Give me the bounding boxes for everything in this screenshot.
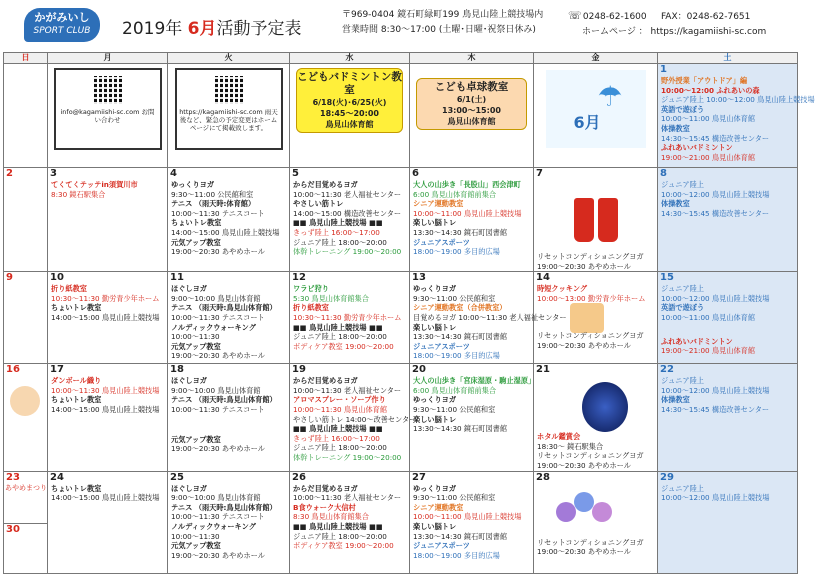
event-title: ちょいトレ教室 [51,395,102,405]
event-title: テニス （雨天時:鳥見山体育館） [171,502,277,512]
event-detail: 19:00～21:00 鳥見山体育館 [661,346,756,356]
event-title: からだ目覚めるヨガ [293,376,358,386]
event-title: 英語で遊ぼう [661,303,705,313]
event-detail: 目覚めるヨガ 10:00～11:30 老人福祉センター [413,312,567,322]
event-detail: 5:30 鳥見山体育館集合 [293,293,369,303]
event-detail: 9:00～10:00 鳥見山体育館 [171,493,261,503]
hydrangea-illustration [556,492,616,532]
day-cell-fri [534,168,658,272]
fax-number: FAX：0248-62-7651 [660,12,751,22]
event-detail: 14:00～15:00 鳥見山陸上競技場 [171,227,280,237]
callout-title: こどもバドミントン教室 [297,71,402,96]
event-detail: 14:00～15:00 構造改善センター [293,208,402,218]
event-detail: 18:30～ 鏡石駅集合 [537,441,604,451]
event-title: 大人の山歩き「長股山」西会津町 [413,180,521,189]
event-detail: 10:00～11:30 [171,531,220,541]
week-row-5 [4,471,798,573]
callout-time: 13:00～15:00 [442,106,501,115]
address-block [342,8,543,38]
day-number: 9 [6,272,13,284]
weekday-header-row [4,53,798,64]
callout-dates: 6/18(火)･6/25(火) [312,98,387,107]
day-cell-tue [168,471,290,573]
event-detail: 14:30～15:45 構造改善センター [661,208,770,218]
event-title: リセットコンディショニングヨガ [537,252,644,261]
event-title: てくてくテッテin須賀川市 [51,180,138,189]
june-illustration-cell [534,64,658,168]
day-cell-sat [658,471,798,573]
day-number: 10 [50,272,64,284]
event-detail: 10:00～11:30 テニスコート [171,312,265,322]
event-detail: 9:30～11:00 公民館和室 [413,493,496,503]
event-detail: 14:00～15:00 鳥見山陸上競技場 [51,404,160,414]
event-title: ほぐしヨガ [171,284,207,294]
day-number: 22 [660,364,674,376]
callout-place: 鳥見山体育館 [325,120,374,129]
event-title: 体操教室 [661,199,690,209]
header [0,0,800,52]
day-cell-sat [658,364,798,471]
event-title: ジュニア陸上 [661,284,704,294]
event-detail: 10:00～11:30 テニスコート [171,512,265,522]
event-detail: 10:00～12:00 鳥見山陸上競技場 [661,189,770,199]
event-title: ジュニアスポーツ [413,237,470,247]
qr-hp-text: https://kagamiishi-sc.com 雨天後など、緊急の予定変更はホームページにて掲載致します。 [179,108,278,132]
event-detail: 9:30～11:00 公民館和室 [171,189,254,199]
logo-subtext: SPORT CLUB [33,26,91,36]
day-cell-tue [168,272,290,364]
calendar-table [3,52,815,574]
event-detail: 19:00～20:30 あやめホール [171,444,265,454]
event-title: 元気アップ教室 [171,541,221,551]
event-title: ほぐしヨガ [171,376,207,386]
event-venue: ■■ 鳥見山陸上競技場 ■■ [293,322,383,332]
day-cell-sat [658,64,815,168]
day-cell-wed [290,471,410,573]
day-cell-sat [658,168,798,272]
day-number: 15 [660,272,674,284]
day-number: 28 [536,471,550,483]
event-title: リセットコンディショニングヨガ [537,537,644,547]
week-row-4 [4,364,798,471]
event-detail: 13:30～14:30 鏡石町図書館 [413,227,508,237]
pingpong-callout [416,78,527,130]
cooking-icon [570,303,604,333]
event-title: ゆっくりヨガ [413,395,457,405]
cooking-illustration [570,303,657,331]
day-number: 17 [50,364,64,376]
day-cell-sun [4,272,48,364]
event-title: 野外授業「アウトドア」編 [661,76,748,85]
day-number: 14 [536,272,550,284]
event-detail: 9:30～11:00 公民館和室 [413,404,496,414]
event-detail: 10:00～11:30 老人福祉センター [293,493,402,503]
event-title: 元気アップ教室 [171,237,221,247]
event-title: 体操教室 [661,395,690,405]
event-detail: 8:30 鳥見山体育館集合 [293,512,369,522]
day-number: 23 [6,471,20,483]
event-detail: やさしい筋トレ 14:00～改善センター [293,414,417,424]
event-title: テニス （雨天時:鳥見山体育館） [171,303,277,313]
june-rain-illustration [546,70,646,148]
event-title: ワラビ狩り [293,284,329,294]
june-label: 6月 [573,113,601,132]
event-title: ちょいトレ教室 [51,303,102,313]
event-detail: 19:00～21:00 鳥見山体育館 [661,152,756,162]
event-title: 楽しい脳トレ [413,521,457,531]
day-number: 6 [412,168,419,179]
event-detail: 18:00～19:00 多目的広場 [413,351,500,361]
event-title: シニア運動教室 [413,502,464,512]
event-detail: 10:00～11:00 鳥見山体育館 [661,312,756,322]
event-detail: ボディケア教室 19:00～20:00 [293,541,394,551]
weekday-fri: 金 [534,53,658,64]
event-venue: ■■ 鳥見山陸上競技場 ■■ [293,218,383,228]
event-detail: 体幹トレーニング 19:00～20:00 [293,247,402,257]
flower-icon [592,502,612,522]
event-title: ノルディックウォーキング [171,521,256,531]
day-cell-mon [48,272,168,364]
event-detail: きっず陸上 16:00～17:00 [293,433,380,443]
phone-icon: ☏ [568,9,582,22]
day-number: 21 [536,364,550,376]
event-detail: 10:00～11:00 鳥見山陸上競技場 [413,512,522,522]
event-detail: ボディケア教室 19:00～20:00 [293,341,394,351]
page-title [122,14,302,39]
title-month: 6月 [187,19,217,39]
badminton-notice-cell [290,64,410,168]
event-detail: 14:30～15:45 構造改善センター [661,404,770,414]
week-row-1 [4,64,798,168]
event-title: 英語で遊ぼう [661,104,705,114]
event-title: リセットコンディショニングヨガ [537,331,644,341]
week-row-2 [4,168,798,272]
event-title: ふれあいバドミントン [661,336,733,346]
event-detail: 6:00 鳥見山体育館前集合 [413,189,497,199]
event-detail: 10:00～11:00 鳥見山陸上競技場 [413,208,522,218]
event-title: 折り紙教室 [51,284,87,294]
pingpong-notice-cell [410,64,534,168]
callout-date: 6/1(土) [456,95,487,104]
weekday-wed: 水 [290,53,410,64]
day-cell-fri [534,364,658,471]
event-title: ジュニアスポーツ [413,341,470,351]
day-number: 13 [412,272,426,284]
umbrella-icon: ☂ [597,80,623,113]
day-number: 16 [6,364,20,376]
qr-code-icon [215,76,243,104]
event-detail: ジュニア陸上 18:00～20:00 [293,443,387,453]
day-cell-thu [410,364,534,471]
day-number: 4 [170,168,177,179]
event-title: ジュニア陸上 [661,376,704,386]
event-title: テニス （雨天時:鳥見山体育館） [171,395,277,405]
day-number: 12 [292,272,306,284]
day-number: 2 [6,168,13,179]
event-detail: 10:00～11:30 [171,332,220,342]
event-title: シニア運動教室（合併教室） [413,303,507,313]
event-detail: 10:00～11:30 老人福祉センター [293,189,402,199]
day-number: 24 [50,471,64,483]
event-detail: きっず陸上 16:00～17:00 [293,227,380,237]
event-title: ほぐしヨガ [171,483,207,493]
event-venue: ■■ 鳥見山陸上競技場 ■■ [293,424,383,434]
club-logo [24,8,100,42]
badminton-callout [296,68,403,133]
day-number: 7 [536,168,543,179]
qr-code-icon [94,76,122,104]
event-title: 楽しい脳トレ [413,414,457,424]
event-detail: 6:00 鳥見山体育館前集合 [413,385,497,395]
event-title: ホタル鑑賞会 [537,432,581,442]
event-detail: 体幹トレーニング 19:00～20:00 [293,452,402,462]
logo-text: かがみいし [34,11,90,24]
event-detail: 10:00～11:30 テニスコート [171,208,265,218]
event-detail: 13:30～14:30 鏡石町図書館 [413,332,508,342]
day-cell-empty [4,64,48,168]
event-title: リセットコンディショニングヨガ [537,451,644,461]
event-title: ゆっくりヨガ [413,284,457,294]
event-detail: 19:00～20:30 あやめホール [171,247,265,257]
day-number: 26 [292,471,306,483]
boot-icon [598,198,618,242]
day-cell-sun [4,168,48,272]
event-title: ふれあいバドミントン [661,143,733,153]
flower-icon [556,502,576,522]
event-detail: 9:30～11:00 公民館和室 [413,293,496,303]
address: 〒969-0404 鏡石町緑町199 鳥見山陸上競技場内 [342,10,544,20]
event-title: ダンボール織り [51,376,102,386]
event-detail: ジュニア陸上 18:00～20:00 [293,237,387,247]
event-detail: 19:00～20:30 あやめホール [537,340,631,350]
event-detail: 10:00～11:30 鳥見山体育館 [293,404,388,414]
qr-contact-cell [48,64,168,168]
rain-boots-illustration [566,194,626,242]
callout-place: 鳥見山体育館 [447,117,496,126]
day-number: 25 [170,471,184,483]
day-cell-sat [658,272,798,364]
event-title: シニア運動教室 [413,199,464,209]
event-detail: 10:00～12:00 鳥見山陸上競技場 [661,293,770,303]
event-detail: 8:30 鏡石駅集合 [51,189,106,199]
event-title: ジュニア陸上 10:00～12:00 鳥見山陸上競技場 [661,95,815,105]
event-title: 元気アップ教室 [171,341,221,351]
event-title: ゆっくりヨガ [413,483,457,493]
weekday-sun: 日 [4,53,48,64]
weekday-thu: 木 [410,53,534,64]
day-number: 18 [170,364,184,376]
event-detail: 10:00～11:00 鳥見山体育館 [661,114,756,124]
day-cell-wed [290,168,410,272]
day-number: 8 [660,168,667,179]
day-number: 30 [4,523,47,536]
day-number: 1 [660,64,667,75]
event-title: ゆっくりヨガ [171,180,215,189]
day-number: 11 [170,272,184,284]
event-title: 大人の山歩き「宮床湿原・駒止湿原」 [413,376,536,386]
callout-title: こども卓球教室 [434,81,509,93]
title-year: 2019年 [122,19,183,39]
callout-time: 18:45～20:00 [320,109,379,118]
event-title: 時短クッキング [537,284,588,294]
day-cell-wed [290,272,410,364]
event-detail: 13:30～14:30 鏡石町図書館 [413,531,508,541]
event-venue: ■■ 鳥見山陸上競技場 ■■ [293,521,383,531]
event-detail: 19:00～20:30 あやめホール [537,547,631,557]
event-detail: 9:00～10:00 鳥見山体育館 [171,293,261,303]
event-title: 楽しい脳トレ [413,218,457,228]
event-detail: 14:00～15:00 鳥見山陸上競技場 [51,493,160,503]
event-detail: 10:00～13:00 勤労青少年ホーム [537,293,646,303]
event-title: やさしい筋トレ [293,199,344,209]
day-cell-thu [410,168,534,272]
flower-icon [574,492,594,512]
event-title: ジュニアスポーツ [413,541,470,551]
mascot-illustration [10,386,40,416]
event-detail: 10:00～11:30 テニスコート [171,404,265,414]
business-hours: 営業時間 8:30～17:00 (土曜･日曜･祝祭日休み) [342,25,536,35]
title-suffix: 活動予定表 [216,19,302,39]
qr-contact-text: info@kagamiishi-sc.com お問い合わせ [60,108,155,124]
day-cell-sun [4,364,48,471]
event-detail: 19:00～20:30 あやめホール [171,351,265,361]
week-row-3 [4,272,798,364]
event-title: ジュニア陸上 [661,483,704,493]
event-title: ノルディックウォーキング [171,322,256,332]
event-title: からだ目覚めるヨガ [293,180,358,189]
event-title: B食ウォーク大信村 [293,502,356,512]
day-number: 20 [412,364,426,376]
event-detail: 18:00～19:00 多目的広場 [413,550,500,560]
event-title: テニス （雨天時:体育館） [171,199,256,209]
event-title: あやめまつり [5,483,47,492]
event-detail: 14:30～15:45 構造改善センター [661,133,770,143]
day-cell-mon [48,471,168,573]
event-title: ちょいトレ教室 [171,218,222,228]
event-detail: ジュニア陸上 18:00～20:00 [293,332,387,342]
qr-hp-box [175,68,283,150]
day-number: 5 [292,168,299,179]
contact-block [568,8,766,40]
weekday-tue: 火 [168,53,290,64]
day-number: 19 [292,364,306,376]
event-detail: 18:00～19:00 多目的広場 [413,247,500,257]
event-detail: 10:00～12:00 鳥見山陸上競技場 [661,493,770,503]
qr-contact-box [54,68,162,150]
day-cell-thu [410,471,534,573]
day-number: 29 [660,471,674,483]
event-detail: 10:30～11:30 勤労青少年ホーム [51,293,160,303]
event-title: からだ目覚めるヨガ [293,483,358,493]
day-cell-fri [534,471,658,573]
event-title: ジュニア陸上 [661,180,704,189]
boot-icon [574,198,594,242]
event-title: 体操教室 [661,123,690,133]
day-cell-mon [48,168,168,272]
event-detail: 10:00～12:00 ふれあいの森 [661,85,760,95]
event-title: 折り紙教室 [293,303,329,313]
event-detail: 19:00～20:30 あやめホール [537,460,631,470]
event-detail: 19:00～20:30 あやめホール [171,550,265,560]
event-detail: 10:00～11:30 老人福祉センター [293,385,402,395]
day-cell-tue [168,364,290,471]
homepage-url[interactable]: ホームページ ： https://kagamiishi-sc.com [582,27,767,37]
day-cell-mon [48,364,168,471]
phone-number: 0248-62-1600 [582,12,647,22]
event-detail: ジュニア陸上 18:00～20:00 [293,531,387,541]
event-detail: 10:00～12:00 鳥見山陸上競技場 [661,385,770,395]
event-title: 元気アップ教室 [171,434,221,444]
event-title: ちょいトレ教室 [51,483,102,493]
event-detail: 10:00～11:30 鳥見山陸上競技場 [51,385,160,395]
event-detail: 10:30～11:30 勤労青少年ホーム [293,312,402,322]
day-number: 3 [50,168,57,179]
event-detail: 19:00～20:30 あやめホール [537,261,631,271]
weekday-sat: 土 [658,53,798,64]
day-number: 27 [412,471,426,483]
firefly-night-illustration [582,382,628,432]
day-cell-wed [290,364,417,471]
event-title: アロマスプレー・ソープ作り [293,395,386,405]
event-title: 楽しい脳トレ [413,322,457,332]
day-cell-tue [168,168,290,272]
weekday-mon: 月 [48,53,168,64]
event-detail: 13:30～14:30 鏡石町図書館 [413,424,508,434]
day-cell-sun [4,471,48,573]
event-detail: 9:00～10:00 鳥見山体育館 [171,385,261,395]
qr-hp-cell [168,64,290,168]
event-detail: 14:00～15:00 鳥見山陸上競技場 [51,312,160,322]
